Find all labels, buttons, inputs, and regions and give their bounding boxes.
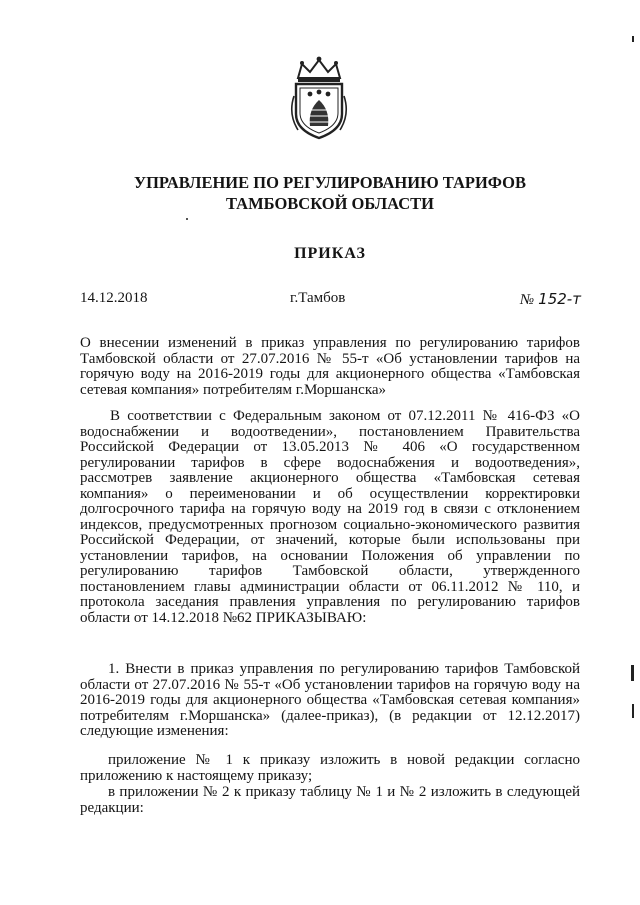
scan-edge-mark bbox=[632, 36, 634, 42]
scan-edge-mark bbox=[631, 665, 634, 681]
order-item-1: 1. Внести в приказ управления по регулированию тарифов Тамбовской области от 27.07.2016 № 55-т «Об установлении тарифов на горячую воду на 2016-2019 годы для акционерного общества «Тамбовская сетевая компания» потребителям г.Моршанска» (далее-приказ), (в редакции от 12.12.2017) следующие изменения: bbox=[80, 661, 580, 739]
agency-heading-line-1: УПРАВЛЕНИЕ ПО РЕГУЛИРОВАНИЮ ТАРИФОВ bbox=[133, 173, 527, 192]
document-city: г.Тамбов bbox=[290, 290, 346, 306]
scan-edge-mark bbox=[632, 704, 634, 718]
scan-speck bbox=[186, 218, 188, 220]
document-title: ПРИКАЗ bbox=[294, 245, 366, 262]
order-item-2: приложение № 1 к приказу изложить в новой редакции согласно приложению к настоящему приказу; bbox=[80, 752, 580, 784]
handwritten-number: 152-т bbox=[538, 290, 581, 308]
agency-heading bbox=[80, 172, 580, 214]
order-preamble: В соответствии с Федеральным законом от 07.12.2011 № 416-ФЗ «О водоснабжении и водоотведении», постановлением Правительства Российской Федерации от 13.05.2013 № 406 «О государственном регулировании тарифов в сфере водоснабжения и водоотведения», рассмотрев заявление акционерного общества «Тамбовская сетевая компания» о переименовании и об осуществлении корректировки долгосрочного тарифа на горячую воду на 2019 год в связи с отклонением индексов, предусмотренных прогнозом социально-экономического развития Российской Федерации, от значений, которые были использованы при установлении тарифов, на основании Положения об управлении по регулированию тарифов Тамбовской области, утвержденного постановлением главы администрации области от 06.11.2012 № 110, и протокола заседания правления управления по регулированию тарифов области от 14.12.2018 №62 ПРИКАЗЫВАЮ: bbox=[80, 408, 580, 626]
agency-heading-line-2: ТАМБОВСКОЙ ОБЛАСТИ bbox=[225, 194, 435, 213]
order-item-3: в приложении № 2 к приказу таблицу № 1 и № 2 изложить в следующей редакции: bbox=[80, 784, 580, 816]
coat-of-arms-icon bbox=[286, 56, 352, 140]
document-number bbox=[520, 290, 581, 309]
document-date: 14.12.2018 bbox=[80, 290, 148, 306]
number-prefix: № bbox=[520, 292, 535, 308]
order-subject: О внесении изменений в приказ управления по регулированию тарифов Тамбовской области от 27.07.2016 № 55-т «Об установлении тарифов на горячую воду на 2016-2019 годы для акционерного общества «Тамбовская сетевая компания» потребителям г.Моршанска» bbox=[80, 335, 580, 398]
